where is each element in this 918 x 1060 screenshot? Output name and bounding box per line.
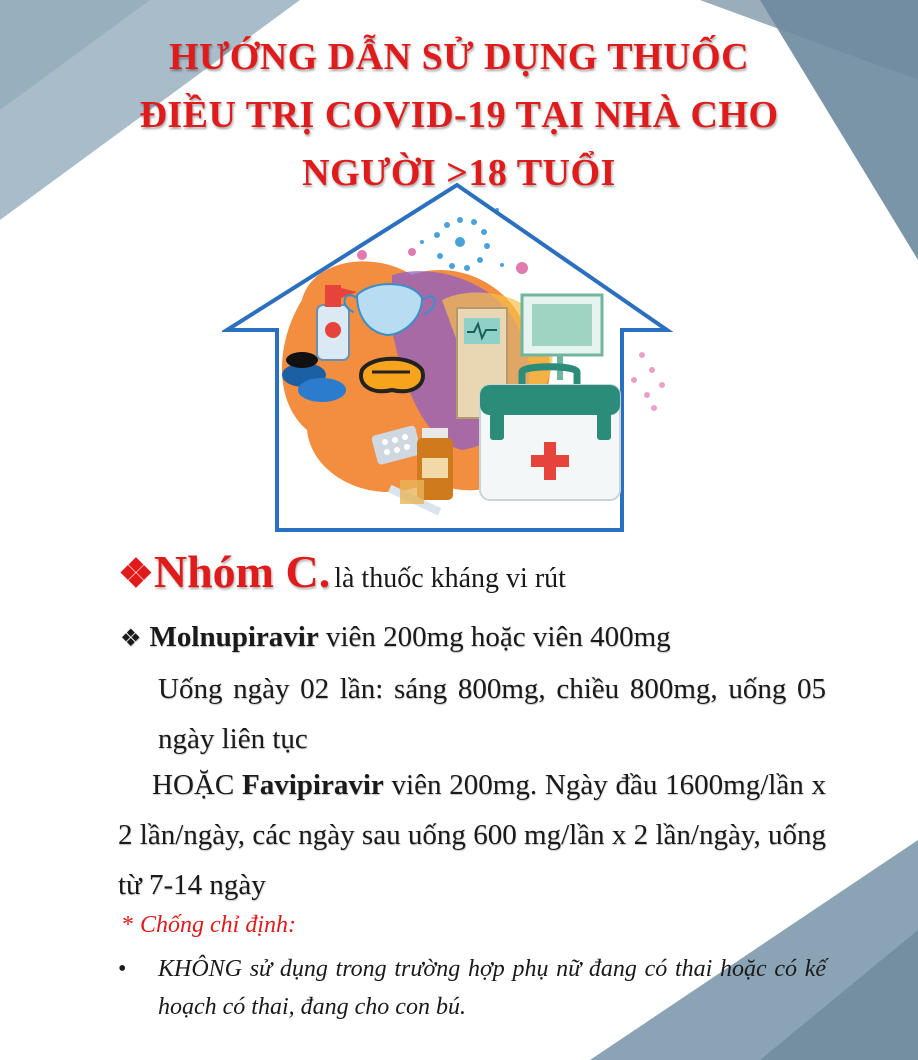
contraindication-label: Chống chỉ định: xyxy=(140,912,296,938)
first-aid-kit-icon xyxy=(480,367,620,500)
house-illustration xyxy=(222,180,692,540)
group-heading xyxy=(118,545,566,598)
group-description: là thuốc kháng vi rút xyxy=(334,563,566,594)
contraindication-heading xyxy=(122,912,296,939)
contraindication-text: KHÔNG sử dụng trong trường hợp phụ nữ đang có thai hoặc có kế hoạch có thai, đang cho con bú. xyxy=(158,956,826,1020)
favipiravir-item xyxy=(118,760,826,910)
molnupiravir-instructions: Uống ngày 02 lần: sáng 800mg, chiều 800mg, uống 05 ngày liên tục xyxy=(158,673,826,755)
drug-name-favipiravir: Favipiravir xyxy=(241,769,384,801)
drug-name-molnupiravir: Molnupiravir xyxy=(149,621,319,653)
molnupiravir-dosage: viên 200mg hoặc viên 400mg xyxy=(318,621,671,653)
bullet-icon: • xyxy=(118,956,127,982)
goggles-icon xyxy=(361,359,423,392)
page-title xyxy=(0,28,918,202)
decorative-dots xyxy=(420,208,504,271)
diamond-bullet-icon: ❖ xyxy=(118,551,154,596)
title-line-2: ĐIỀU TRỊ COVID-19 TẠI NHÀ CHO xyxy=(139,94,779,136)
alternative-prefix: HOẶC xyxy=(152,769,242,801)
favipiravir-instructions: viên 200mg. Ngày đầu 1600mg/lần x 2 lần/ngày, các ngày sau uống 600 mg/lần x 2 lần/ngày, uống từ 7-14 ngày xyxy=(118,769,827,901)
title-line-3: NGƯỜI >18 TUỔI xyxy=(302,152,616,194)
group-name: Nhóm C. xyxy=(153,546,331,597)
contraindication-item xyxy=(118,950,826,1026)
title-line-1: HƯỚNG DẪN SỬ DỤNG THUỐC xyxy=(168,36,750,78)
asterisk-icon: * xyxy=(122,912,134,938)
molnupiravir-item xyxy=(120,612,826,764)
diamond-bullet-icon: ❖ xyxy=(120,626,142,652)
